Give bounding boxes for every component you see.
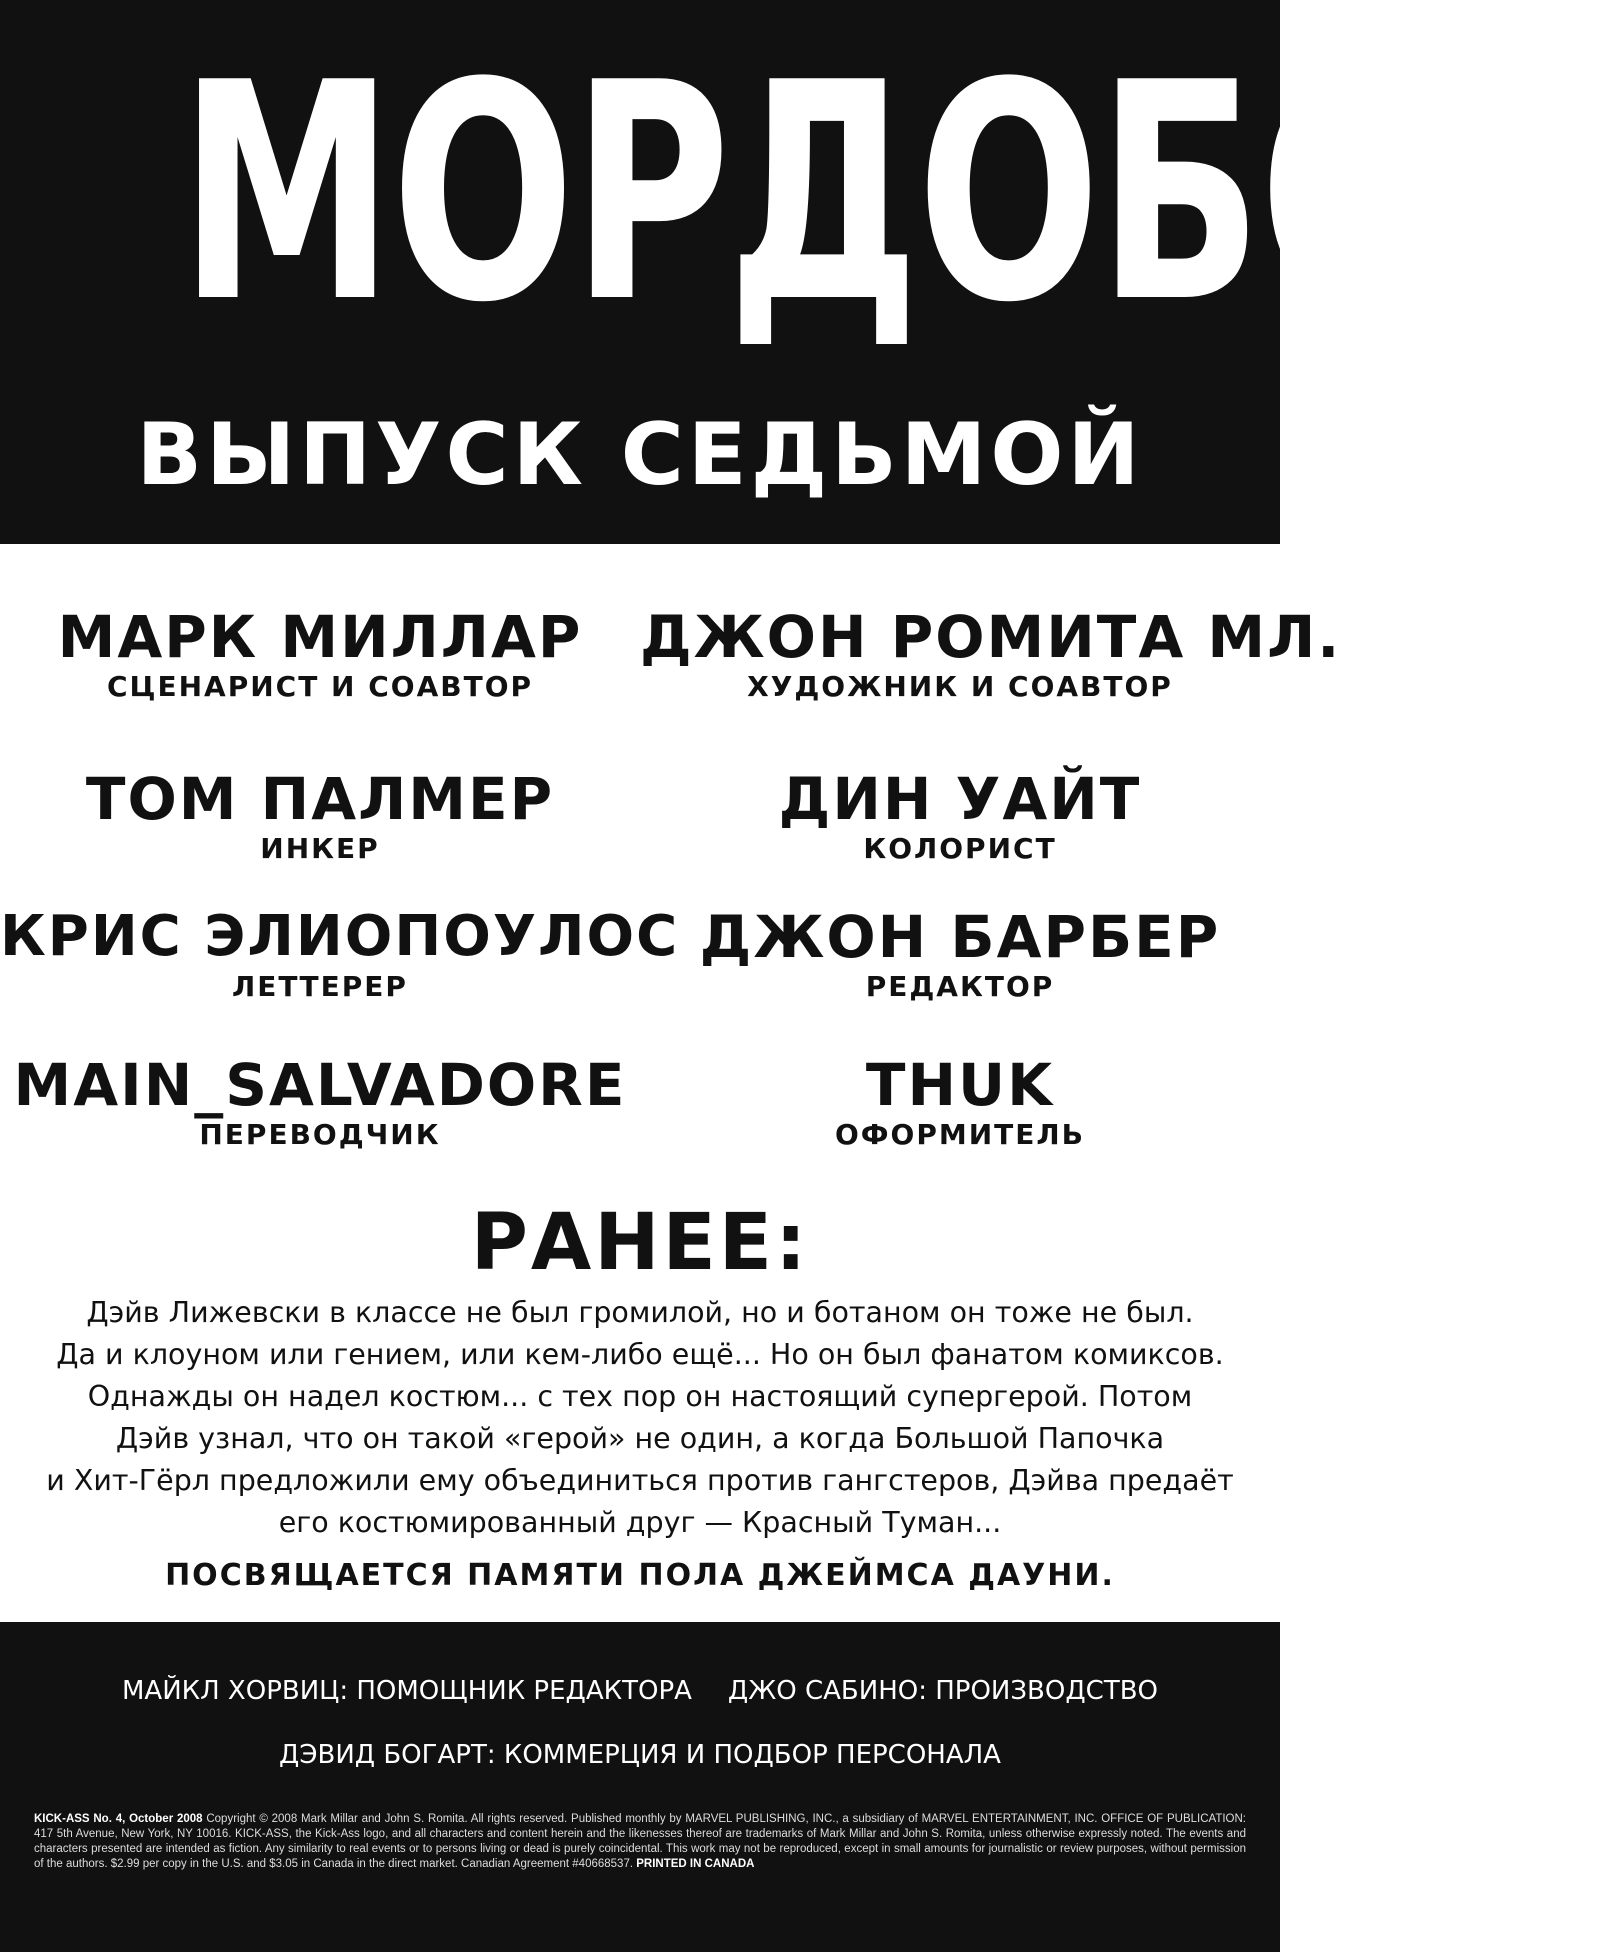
recap-text	[20, 1292, 1260, 1544]
credit-role: СЦЕНАРИСТ И СОАВТОР	[106, 670, 534, 703]
credit-editor	[640, 904, 1280, 1004]
recap-line: Однажды он надел костюм... с тех пор он настоящий супергерой. Потом	[87, 1380, 1193, 1413]
credit-name: ТОМ ПАЛМЕР	[85, 765, 555, 833]
staff-band	[0, 1622, 1280, 1952]
recap-line: Дэйв узнал, что он такой «герой» не один, а когда Большой Папочка	[115, 1422, 1165, 1455]
credit-inker	[0, 766, 640, 866]
business-credit: ДЭВИД БОГАРТ: КОММЕРЦИЯ И ПОДБОР ПЕРСОНАЛА	[279, 1740, 1001, 1770]
credit-role: ОФОРМИТЕЛЬ	[834, 1118, 1085, 1151]
dedication: ПОСВЯЩАЕТСЯ ПАМЯТИ ПОЛА ДЖЕЙМСА ДАУНИ.	[165, 1558, 1115, 1593]
recap-line: его костюмированный друг — Красный Туман...	[278, 1506, 1002, 1539]
credit-name: ДЖОН БАРБЕР	[699, 903, 1221, 971]
recap-line: Да и клоуном или гением, или кем-либо ещё... Но он был фанатом комиксов.	[56, 1338, 1224, 1371]
credit-name: ДЖОН РОМИТА МЛ.	[640, 603, 1342, 671]
credit-name: MAIN_SALVADORE	[13, 1051, 627, 1119]
credit-artist	[640, 603, 1342, 704]
staff-row	[0, 1674, 1280, 1708]
comic-title: МОРДОБОЙ	[179, 19, 1618, 368]
printed-in: PRINTED IN CANADA	[636, 1858, 755, 1870]
issue-subtitle: ВЫПУСК СЕДЬМОЙ	[136, 405, 1144, 505]
issue-line: KICK-ASS No. 4, October 2008	[34, 1813, 203, 1825]
credit-colorist	[640, 766, 1280, 866]
title-banner	[0, 0, 1618, 544]
credit-letterer	[0, 904, 680, 1004]
recap-line: Дэйв Лижевски в классе не был громилой, но и ботаном он тоже не был.	[86, 1296, 1194, 1329]
credit-name: МАРК МИЛЛАР	[57, 603, 583, 671]
credit-name: THUK	[865, 1051, 1055, 1119]
previously-heading: РАНЕЕ:	[470, 1198, 810, 1288]
credit-designer	[640, 1052, 1280, 1152]
credit-role: РЕДАКТОР	[865, 970, 1055, 1003]
credit-role: ПЕРЕВОДЧИК	[199, 1118, 441, 1151]
assistant-editor-credit: МАЙКЛ ХОРВИЦ: ПОМОЩНИК РЕДАКТОРА	[121, 1676, 692, 1706]
credit-role: ЛЕТТЕРЕР	[232, 970, 408, 1003]
credit-name: ДИН УАЙТ	[778, 765, 1142, 833]
credit-writer	[0, 604, 640, 704]
legal-body: Copyright © 2008 Mark Millar and John S. Romita. All rights reserved. Published monthly by MARVEL PUBLISHING, INC., a subsidiary of MARVEL ENTERTAINMENT, INC. OFFICE OF PUBLICATION: 417 5th Avenue, New York, NY 10016. KICK-ASS, the Kick-Ass logo, and all characters and content herein and the likenesses thereof are trademarks of Mark Millar and John S. Romita, unless otherwise expressly noted. The events and characters presented are intended as fiction. Any similarity to real events or to persons living or dead is purely coincidental. This work may not be reproduced, except in small amounts for journalistic or review purposes, without permission of the authors. $2.99 per copy in the U.S. and $3.05 in Canada in the direct market. Canadian Agreement #40668537.	[34, 1813, 1246, 1870]
recap-line: и Хит-Гёрл предложили ему объединиться против гангстеров, Дэйва предаёт	[46, 1464, 1234, 1497]
staff-row	[0, 1738, 1280, 1772]
legal-indicia	[34, 1812, 1246, 1872]
credit-role: КОЛОРИСТ	[863, 832, 1057, 865]
credit-role: ИНКЕР	[260, 832, 380, 865]
credit-translator	[0, 1052, 640, 1152]
production-credit: ДЖО САБИНО: ПРОИЗВОДСТВО	[727, 1676, 1159, 1706]
credit-name: КРИС ЭЛИОПОУЛОС	[0, 904, 680, 969]
credit-role: ХУДОЖНИК И СОАВТОР	[747, 670, 1173, 703]
